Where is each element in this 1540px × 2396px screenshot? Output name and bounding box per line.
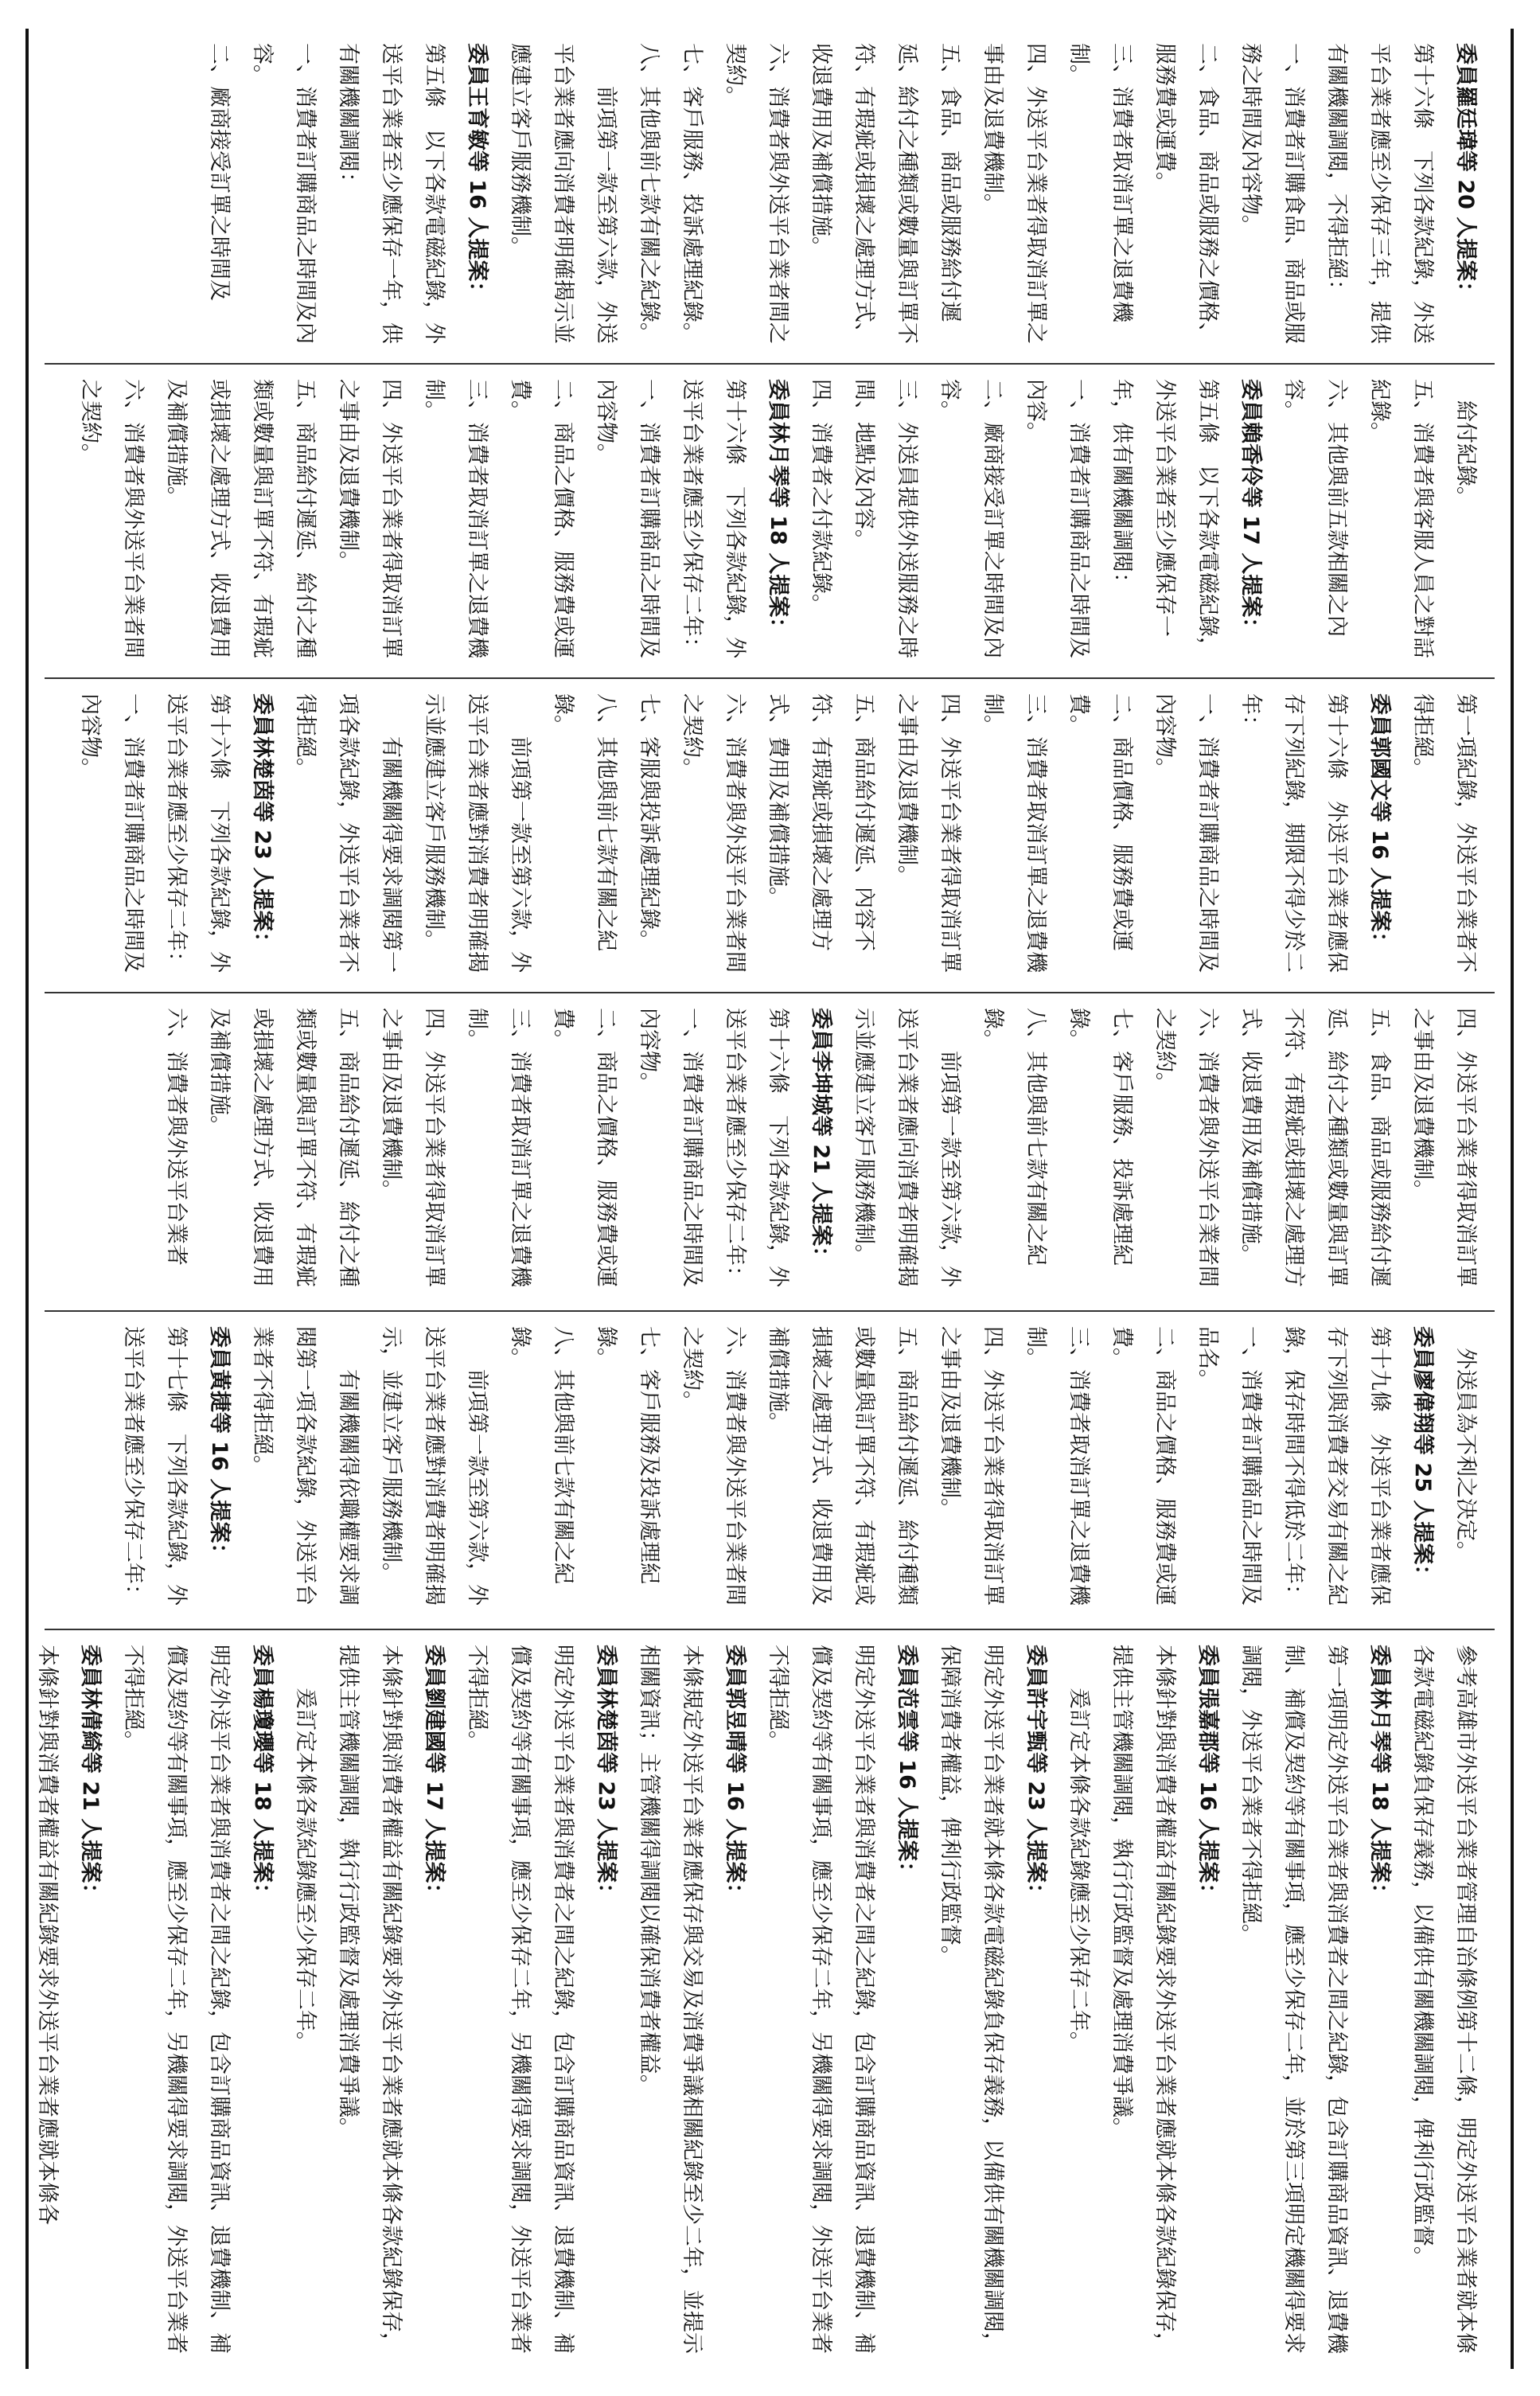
clause-text: 五、商品給付遲延、給付之種類或數量與訂單不符、有瑕疵或損壞之處理方式、收退費用及補償措施。: [164, 379, 318, 658]
clause-text: 明定外送平台業者與消費者之間之紀錄，包含訂購商品資訊、退費機制、補償及契約等有關事項，應至少保存二年，另機關得要求調閱，外送平台業者不得拒絕。: [121, 1645, 232, 2354]
proposal-heading: 委員黃捷等 16 人提案：: [207, 1326, 232, 1565]
clause-text: 六、消費者與外送平台業者間之契約。: [78, 379, 146, 658]
clause-text: 第一項明定外送平台業者與消費者之間之紀錄，包含訂購商品資訊、退費機制、補償及契約等有關事項，應至少保存二年，並於第三項明定機關得要求調閱，外送平台業者不得拒絕。: [1238, 1645, 1349, 2354]
clause-text: 六、其他與前五款相關之內容。: [1281, 379, 1349, 637]
clause-text: 四、外送平台業者得取消訂單之事由及退費機制。: [336, 379, 404, 658]
clause-text: 八、其他與前七款有關之紀錄。: [637, 43, 661, 344]
proposal-heading: 委員廖偉翔等 25 人提案：: [1410, 1326, 1435, 1586]
clause-text: 前項第一款至第六款，外送平台業者應對消費者明確揭示，並建立客戶服務機制。: [379, 1326, 489, 1606]
clause-text: 本條針對與消費者權益有關紀錄要求外送平台業者應就本條各款紀錄保存，提供主管機關調閱，執行行政監督及處理消費爭議。: [336, 1645, 404, 2354]
proposal-heading: 委員王育敏等 16 人提案：: [465, 43, 489, 303]
clause-text: 明定外送平台業者就本條各款電磁紀錄負保存義務，以備供有關機關調閱，保障消費者權益，俾利行政監督。: [938, 1645, 1005, 2354]
clause-text: 二、商品之價格、服務費或運費。: [551, 1008, 618, 1287]
clause-text: 三、消費者取消訂單之退費機制。: [1023, 1326, 1091, 1606]
clause-text: 二、食品、商品或服務之價格、服務費或運費。: [1152, 43, 1220, 344]
proposal-heading: 委員林月琴等 18 人提案：: [1367, 1645, 1392, 1905]
clause-text: 二、商品之價格、服務費或運費。: [508, 379, 575, 658]
clause-text: 五、商品給付遲延、給付種類或數量與訂單不符、有瑕疵或損壞之處理方式、收退費用及補償措施。: [766, 1326, 919, 1606]
clause-text: 一、消費者訂購商品之時間及品名。: [1195, 1326, 1263, 1606]
clause-text: 二、商品之價格、服務費或運費。: [1109, 1326, 1177, 1606]
clause-text: 外送員為不利之決定。: [1453, 1326, 1478, 1563]
clause-text: 七、客服與投訴處理紀錄。: [637, 693, 661, 951]
clause-text: 前項第一款至第六款，外送平台業者應向消費者明確揭示並應建立客戶服務機制。: [508, 43, 618, 344]
clause-text: 給付紀錄。: [1453, 379, 1478, 508]
proposal-heading: 委員林倩綺等 21 人提案：: [78, 1645, 103, 1905]
clause-text: 二、廠商接受訂單之時間及內容。: [938, 379, 1005, 658]
clause-text: 有關機關得要求調閱第一項各款紀錄，外送平台業者不得拒絕。: [293, 693, 404, 973]
clause-text: 一、消費者訂購商品之時間及內容物。: [637, 1008, 704, 1287]
clause-text: 四、外送平台業者得取消訂單之事由及退費機制。: [938, 1326, 1005, 1606]
proposal-heading: 委員賴香伶等 17 人提案：: [1238, 379, 1263, 639]
clause-text: 六、消費者與外送平台業者間之契約。: [680, 693, 747, 973]
clause-text: 六、消費者與外送平台業者: [164, 1008, 189, 1266]
clause-text: 四、消費者之付款紀錄。: [809, 379, 833, 615]
clause-text: 七、客戶服務、投訴處理紀錄。: [680, 43, 704, 344]
clause-text: 四、外送平台業者得取消訂單之事由及退費機制。: [895, 693, 962, 973]
clause-text: 六、消費者與外送平台業者間之契約。: [723, 43, 790, 344]
clause-text: 本條針對與消費者權益有關紀錄要求外送平台業者應就本條各款紀錄保存，提供主管機關調閱，執行行政監督及處理消費爭議。: [1109, 1645, 1177, 2354]
clause-text: 二、廠商接受訂單之時間及: [207, 43, 232, 301]
proposal-heading: 委員范雲等 16 人提案：: [895, 1645, 919, 1883]
top-rule: [1511, 29, 1514, 2369]
clause-text: 參考高雄市外送平台業者管理自治條例第十二條，明定外送平台業者就本條各款電磁紀錄負保存義務，以備供有關機關調閱，俾利行政監督。: [1410, 1645, 1478, 2354]
clause-text: 六、消費者與外送平台業者間之契約。: [1152, 1008, 1220, 1287]
clause-text: 四、外送平台業者得取消訂單之事由及退費機制。: [1410, 1008, 1478, 1287]
text-column-5: [45, 1310, 1495, 1629]
clause-text: 爰訂定本條各款紀錄應至少保存二年。: [1066, 1645, 1091, 2053]
clause-text: 第十六條 下列各款紀錄，外送平台業者應至少保存二年：: [680, 379, 747, 658]
clause-text: 五、食品、商品或服務給付遲延、給付之種類或數量與訂單不符、有瑕疵或損壞之處理方式、收退費用及補償措施。: [809, 43, 962, 344]
clause-text: 第十六條 下列各款紀錄，外送平台業者應至少保存二年：: [723, 1008, 790, 1287]
text-column-4: [45, 992, 1495, 1310]
clause-text: 第一項紀錄，外送平台業者不得拒絕。: [1410, 693, 1478, 973]
proposal-heading: 委員林楚茵等 23 人提案：: [594, 1645, 618, 1905]
clause-text: 第十六條 外送平台業者應保存下列紀錄，期限不得少於二年：: [1238, 693, 1349, 973]
proposal-heading: 委員郭昱晴等 16 人提案：: [723, 1645, 747, 1905]
clause-text: 本條規定外送平台業者應保存與交易及消費爭議相關紀錄至少二年，並提示相關資訊；主管機關得調閱以確保消費者權益。: [637, 1645, 704, 2354]
proposal-heading: 委員李坤城等 21 人提案：: [809, 1008, 833, 1268]
clause-text: 第十七條 下列各款紀錄，外送平台業者應至少保存二年：: [121, 1326, 189, 1606]
clause-text: 有關機關得依職權要求調閱第一項各款紀錄，外送平台業者不得拒絕。: [250, 1326, 361, 1606]
clause-text: 第十九條 外送平台業者應保存下列與消費者交易有關之紀錄，保存時間不得低於二年：: [1281, 1326, 1392, 1606]
clause-text: 八、其他與前七款有關之紀錄。: [981, 1008, 1048, 1266]
clause-text: 明定外送平台業者與消費者之間之紀錄，包含訂購商品資訊、退費機制、補償及契約等有關事項，應至少保存二年，另機關得要求調閱，外送平台業者不得拒絕。: [465, 1645, 575, 2354]
clause-text: 前項第一款至第六款，外送平台業者應對消費者明確揭示並應建立客戶服務機制。: [422, 693, 532, 973]
proposal-heading: 委員張嘉郡等 16 人提案：: [1195, 1645, 1220, 1905]
proposal-heading: 委員羅廷瑋等 20 人提案：: [1453, 43, 1478, 303]
clause-text: 第五條 以下各款電磁紀錄，外送平台業者至少應保存一年，供有關機關調閱：: [336, 43, 446, 344]
clause-text: 明定外送平台業者與消費者之間之紀錄，包含訂購商品資訊、退費機制、補償及契約等有關事項，應至少保存二年，另機關得要求調閱，外送平台業者不得拒絕。: [766, 1645, 876, 2354]
clause-text: 五、消費者與客服人員之對話紀錄。: [1367, 379, 1435, 658]
clause-text: 爰訂定本條各款紀錄應至少保存二年。: [293, 1645, 318, 2053]
clause-text: 本條針對與消費者權益有關紀錄要求外送平台業者應就本條各: [35, 1645, 60, 2225]
clause-text: 一、消費者訂購商品之時間及內容物。: [1152, 693, 1220, 973]
clause-text: 前項第一款至第六款，外送平台業者應向消費者明確揭示並應建立客戶服務機制。: [852, 1008, 962, 1287]
clause-text: 三、外送員提供外送服務之時間、地點及內容。: [852, 379, 919, 658]
clause-text: 一、消費者訂購商品之時間及內容。: [1023, 379, 1091, 658]
clause-text: 一、消費者訂購商品之時間及內容物。: [78, 693, 146, 973]
clause-text: 一、消費者訂購商品之時間及內容物。: [594, 379, 661, 658]
text-column-6: [35, 1629, 1495, 2369]
clause-text: 第十六條 下列各款紀錄，外送平台業者應至少保存三年，提供有關機關調閱，不得拒絕：: [1324, 43, 1435, 344]
clause-text: 一、消費者訂購食品、商品或服務之時間及內容物。: [1238, 43, 1306, 344]
clause-text: 四、外送平台業者得取消訂單之事由及退費機制。: [379, 1008, 446, 1287]
clause-text: 三、消費者取消訂單之退費機制。: [981, 693, 1048, 973]
text-column-3: [45, 677, 1495, 992]
clause-text: 五、食品、商品或服務給付遲延、給付之種類或數量與訂單不符、有瑕疵或損壞之處理方式、收退費用及補償措施。: [1238, 1008, 1392, 1287]
clause-text: 四、外送平台業者得取消訂單之事由及退費機制。: [981, 43, 1048, 344]
clause-text: 五、商品給付遲延、內容不符、有瑕疵或損壞之處理方式、費用及補償措施。: [766, 693, 876, 951]
clause-text: 八、其他與前七款有關之紀錄。: [508, 1326, 575, 1584]
proposal-heading: 委員郭國文等 16 人提案：: [1367, 693, 1392, 954]
text-column-2: [45, 363, 1495, 677]
clause-text: 二、商品價格、服務費或運費。: [1066, 693, 1134, 951]
text-column-1: [45, 29, 1495, 363]
clause-text: 七、客戶服務、投訴處理紀錄。: [1066, 1008, 1134, 1266]
clause-text: 三、消費者取消訂單之退費機制。: [422, 379, 489, 658]
clause-text: 八、其他與前七款有關之紀錄。: [551, 693, 618, 951]
proposal-heading: 委員劉建國等 17 人提案：: [422, 1645, 446, 1905]
clause-text: 第十六條 下列各款紀錄，外送平台業者應至少保存二年：: [164, 693, 232, 973]
clause-text: 三、消費者取消訂單之退費機制。: [465, 1008, 532, 1287]
clause-text: 三、消費者取消訂單之退費機制。: [1066, 43, 1134, 322]
proposal-heading: 委員林月琴等 18 人提案：: [766, 379, 790, 639]
proposal-heading: 委員楊瓊瓔等 18 人提案：: [250, 1645, 275, 1905]
clause-text: 一、消費者訂購商品之時間及內容。: [250, 43, 318, 344]
clause-text: 七、客戶服務及投訴處理紀錄。: [594, 1326, 661, 1584]
clause-text: 第五條 以下各款電磁紀錄，外送平台業者至少應保存一年，供有關機關調閱：: [1109, 379, 1220, 658]
clause-text: 六、消費者與外送平台業者間之契約。: [680, 1326, 747, 1606]
clause-text: 五、商品給付遲延、給付之種類或數量與訂單不符、有瑕疵或損壞之處理方式、收退費用及補償措施。: [207, 1008, 361, 1287]
proposal-heading: 委員林楚茵等 23 人提案：: [250, 693, 275, 954]
rotated-sheet: [25, 29, 1514, 2369]
proposal-heading: 委員許宇甄等 23 人提案：: [1023, 1645, 1048, 1905]
